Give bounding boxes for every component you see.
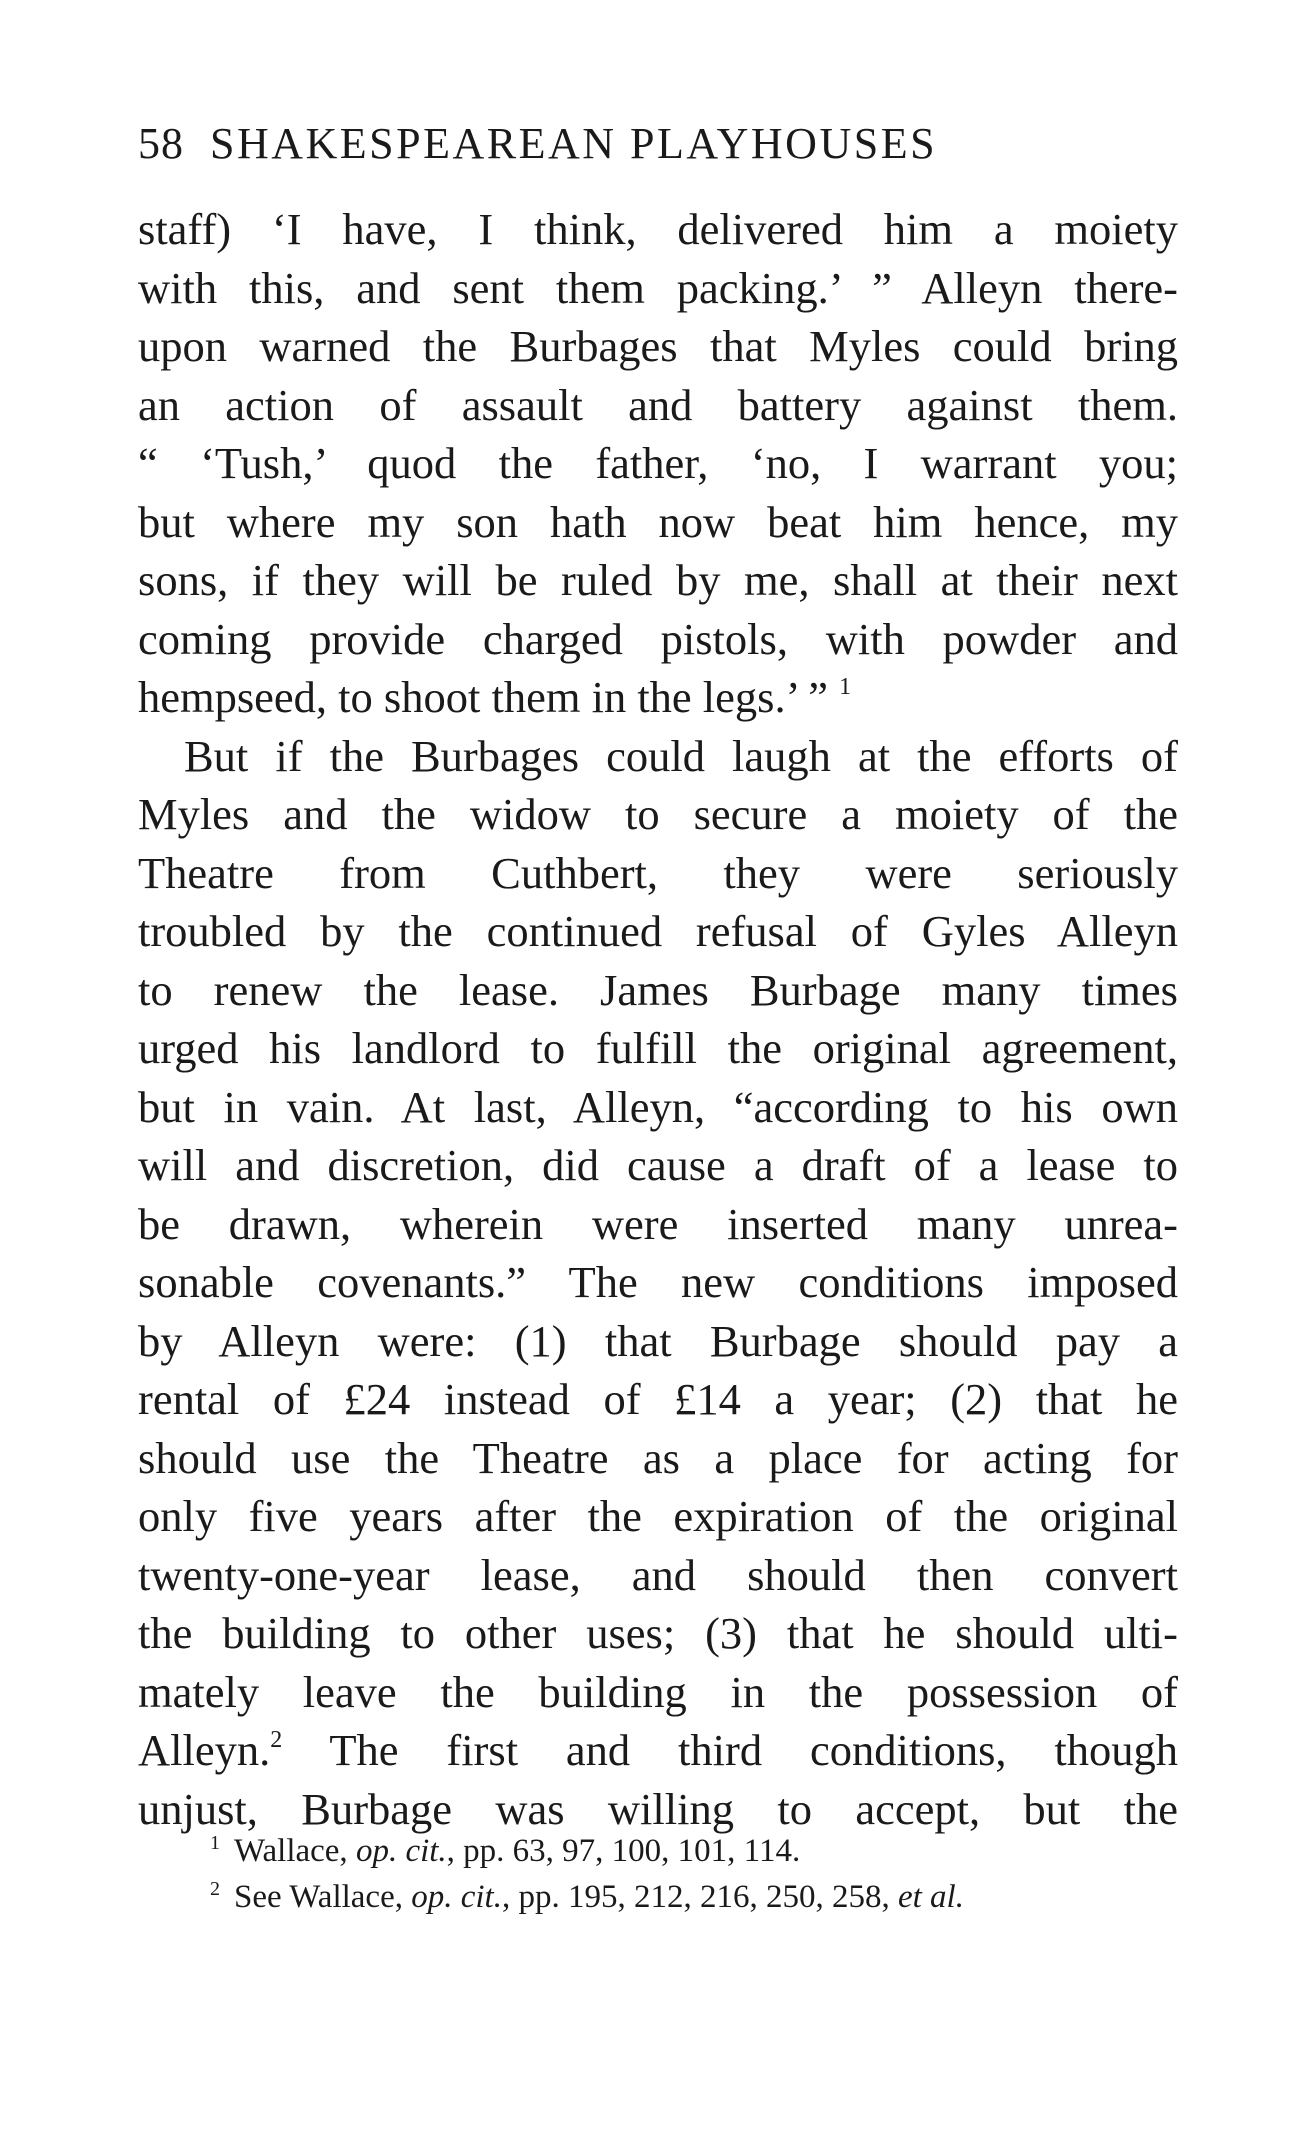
footnote-mark: 1 (210, 1832, 220, 1854)
text-line: but in vain. At last, Alleyn, “according to his own (138, 1081, 1178, 1132)
footnote-1 (210, 1820, 1170, 1869)
text-line-content: Alleyn. (138, 1725, 271, 1775)
page-number: 58 (138, 119, 184, 168)
text-line: be drawn, wherein were inserted many unrea- (138, 1198, 1178, 1249)
footnote-text: , pp. 195, 212, 216, 250, 258, (501, 1879, 898, 1915)
text-line-content: The first and third conditions, though (282, 1725, 1178, 1775)
footnote-italic: et al. (897, 1879, 964, 1915)
text-line: Myles and the widow to secure a moiety of the (138, 789, 1178, 839)
text-line: to renew the lease. James Burbage many times (138, 964, 1178, 1015)
body-text (138, 200, 1178, 1838)
text-line: upon warned the Burbages that Myles could bring (138, 321, 1178, 371)
text-line-content: hempseed, to shoot them in the legs.’ ” (138, 672, 829, 722)
text-line: urged his landlord to fulfill the original agreement, (138, 1023, 1178, 1073)
footnote-text: Wallace, (234, 1833, 356, 1869)
footnote-italic: op. cit. (411, 1879, 502, 1915)
text-line (138, 668, 1178, 727)
running-title: SHAKESPEAREAN PLAYHOUSES (210, 119, 938, 168)
footnote-mark: 2 (210, 1878, 220, 1900)
text-line: mately leave the building in the possession of (138, 1666, 1178, 1717)
footnote-2 (210, 1866, 1170, 1915)
text-line: the building to other uses; (3) that he should ulti- (138, 1608, 1178, 1658)
text-line: troubled by the continued refusal of Gyles Alleyn (138, 906, 1178, 956)
footnotes (210, 1820, 1170, 1915)
text-line: with this, and sent them packing.’ ” Alleyn there- (138, 262, 1178, 313)
text-line: only five years after the expiration of the original (138, 1491, 1178, 1541)
footnote-italic: op. cit. (355, 1833, 447, 1869)
text-line: unjust, Burbage was willing to accept, but the (138, 1783, 1178, 1834)
text-line: coming provide charged pistols, with powder and (138, 613, 1178, 664)
text-line: should use the Theatre as a place for acting for (138, 1432, 1178, 1483)
text-line: rental of £24 instead of £14 a year; (2) that he (138, 1374, 1178, 1424)
text-line: sons, if they will be ruled by me, shall at their next (138, 555, 1178, 605)
text-line: Theatre from Cuthbert, they were seriously (138, 847, 1178, 898)
text-line: by Alleyn were: (1) that Burbage should pay a (138, 1315, 1178, 1366)
footnote-ref: 1 (839, 674, 852, 700)
text-line: twenty-one-year lease, and should then convert (138, 1549, 1178, 1600)
running-head (138, 118, 1178, 178)
text-line: but where my son hath now beat him hence, my (138, 496, 1178, 547)
text-line: an action of assault and battery against them. (138, 379, 1178, 430)
text-line: But if the Burbages could laugh at the efforts of (184, 730, 1178, 781)
footnote-ref: 2 (270, 1727, 283, 1753)
text-line: will and discretion, did cause a draft of a lease to (138, 1140, 1178, 1190)
footnote-text: , pp. 63, 97, 100, 101, 114. (446, 1833, 801, 1869)
text-line: sonable covenants.” The new conditions imposed (138, 1257, 1178, 1307)
text-line: staff) ‘I have, I think, delivered him a moiety (138, 204, 1178, 254)
text-line (138, 1721, 1178, 1780)
text-line: “ ‘Tush,’ quod the father, ‘no, I warrant you; (138, 438, 1178, 488)
footnote-text: See Wallace, (234, 1879, 412, 1915)
